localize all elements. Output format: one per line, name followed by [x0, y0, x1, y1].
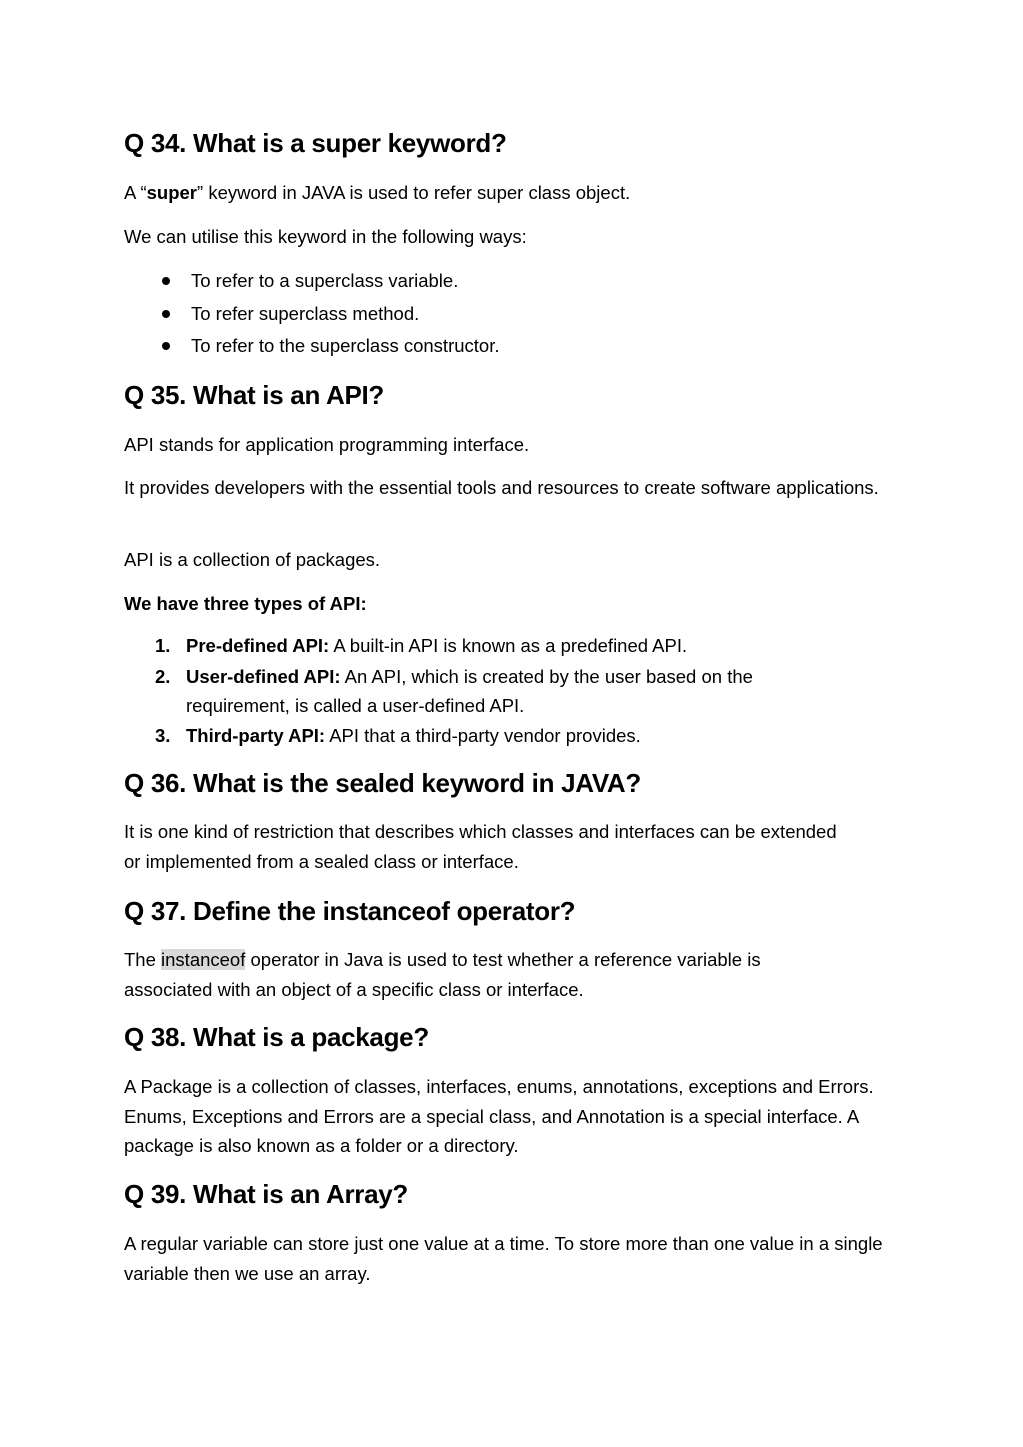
- api-type-text: An API, which is created by the user based on the requirement, is called a user-defined API.: [186, 665, 753, 716]
- q39-paragraph: A regular variable can store just one value at a time. To store more than one value in a single variable then we use an array.: [124, 1233, 883, 1284]
- q34-definition-post: ” keyword in JAVA is used to refer super class object.: [197, 182, 631, 203]
- api-type-label: Third-party API:: [186, 725, 326, 746]
- q34-definition: [124, 178, 894, 208]
- api-type-label: User-defined API:: [186, 665, 341, 687]
- q35-paragraph-2: It provides developers with the essential tools and resources to create software applications.: [124, 477, 879, 498]
- q37-paragraph-pre: The: [124, 949, 162, 970]
- list-item: To refer to a superclass variable.: [124, 265, 499, 298]
- api-type-label: Pre-defined API:: [186, 635, 330, 656]
- q39-heading: Q 39. What is an Array?: [124, 1179, 409, 1209]
- q35-paragraph-1: API stands for application programming interface.: [124, 434, 530, 455]
- list-item: To refer superclass method.: [124, 298, 499, 331]
- list-number: 2.: [155, 665, 171, 687]
- list-item: [124, 721, 824, 750]
- q34-definition-pre: A “: [124, 182, 147, 203]
- api-type-text: A built-in API is known as a predefined API.: [329, 635, 688, 656]
- q34-heading: Q 34. What is a super keyword?: [124, 128, 507, 158]
- q38-heading: Q 38. What is a package?: [124, 1022, 429, 1052]
- q36-paragraph: It is one kind of restriction that describes which classes and interfaces can be extended or implemented from a sealed class or interface.: [124, 821, 837, 872]
- q35-types-list: [124, 631, 824, 752]
- q35-types-heading: We have three types of API:: [124, 593, 367, 614]
- list-item: [124, 662, 824, 720]
- q35-paragraph-3: API is a collection of packages.: [124, 549, 381, 570]
- list-item: [124, 631, 824, 660]
- list-number: 1.: [155, 635, 171, 656]
- q37-paragraph-post: operator in Java is used to test whether a reference variable is associated with an object of a specific class or interface.: [124, 949, 761, 1000]
- q38-paragraph: A Package is a collection of classes, interfaces, enums, annotations, exceptions and Errors. Enums, Exceptions and Errors are a special class, and Annotation is a special interface. A package is also known as a folder or a directory.: [124, 1076, 874, 1156]
- list-item: To refer to the superclass constructor.: [124, 330, 499, 363]
- q34-super-keyword: super: [146, 182, 198, 203]
- list-number: 3.: [155, 725, 171, 746]
- q34-bullet-list: [124, 265, 499, 363]
- q34-usage-intro: We can utilise this keyword in the following ways:: [124, 226, 527, 247]
- q36-heading: Q 36. What is the sealed keyword in JAVA?: [124, 768, 641, 798]
- q37-paragraph: [124, 945, 844, 1004]
- instanceof-highlight: instanceof: [161, 949, 246, 970]
- q35-heading: Q 35. What is an API?: [124, 380, 385, 410]
- q37-heading: Q 37. Define the instanceof operator?: [124, 896, 576, 926]
- api-type-text: API that a third-party vendor provides.: [325, 725, 641, 746]
